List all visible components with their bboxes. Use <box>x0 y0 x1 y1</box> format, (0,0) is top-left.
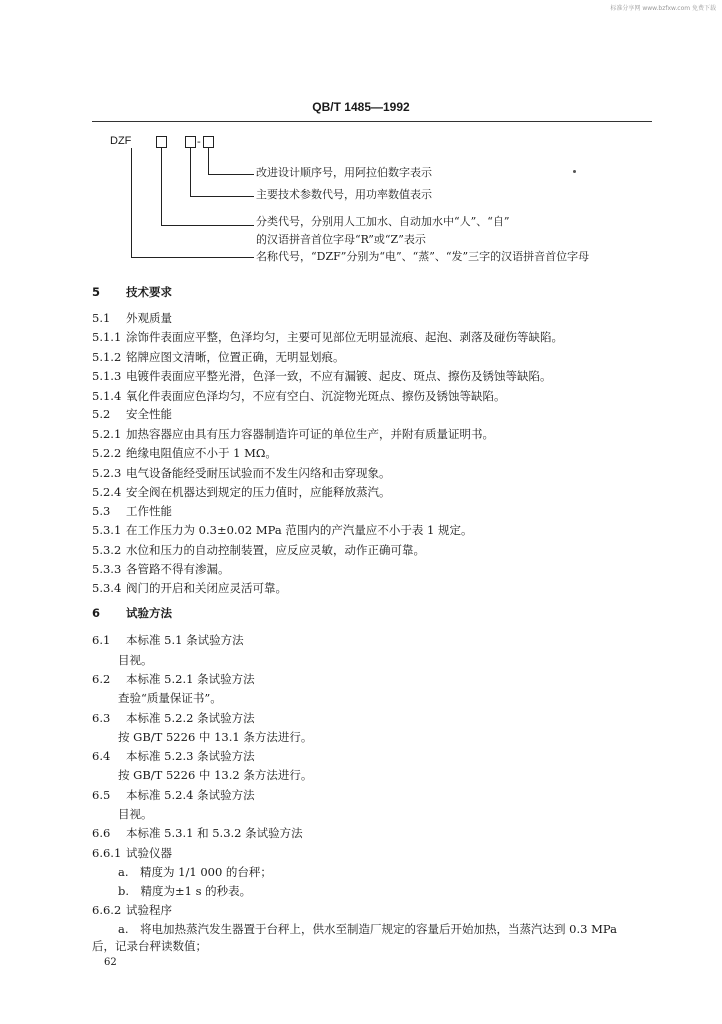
section-text: 试验仪器 <box>126 846 172 860</box>
section-number: 6.6.1 <box>92 846 122 860</box>
section-number: 6.6 <box>92 826 111 840</box>
section-text: 查验“质量保证书”。 <box>118 691 222 705</box>
section-line <box>92 284 172 300</box>
section-text: 本标准 5.2.4 条试验方法 <box>126 788 255 802</box>
section-line <box>92 329 563 345</box>
section-line <box>92 388 506 404</box>
section-line <box>92 484 391 500</box>
section-number: 6.2 <box>92 672 111 686</box>
section-text: 水位和压力的自动控制装置，应反应灵敏，动作正确可靠。 <box>126 543 425 557</box>
section-text: 铭牌应图文清晰，位置正确，无明显划痕。 <box>126 350 345 364</box>
section-number: 5.1.2 <box>92 350 122 364</box>
section-number: 5.2.2 <box>92 446 122 460</box>
connector-line <box>208 148 209 174</box>
section-line <box>92 503 172 519</box>
diagram-label: 改进设计顺序号，用阿拉伯数字表示 <box>256 166 432 179</box>
section-line <box>92 748 255 764</box>
connector-line <box>161 148 162 225</box>
section-number: 5.1.3 <box>92 369 122 383</box>
section-number: 6.4 <box>92 749 111 763</box>
section-text-line <box>92 938 207 954</box>
section-text: a. 精度为 1/1 000 的台秤； <box>118 865 272 879</box>
section-line <box>92 710 255 726</box>
diagram-label: 名称代号，“DZF”分别为“电”、“蒸”、“发”三字的汉语拼音首位字母 <box>256 250 590 263</box>
section-text-line <box>118 690 222 706</box>
section-text: 各管路不得有渗漏。 <box>126 562 230 576</box>
section-text: 试验程序 <box>126 903 172 917</box>
code-prefix: DZF <box>110 135 132 147</box>
section-text: 本标准 5.3.1 和 5.3.2 条试验方法 <box>126 826 303 840</box>
section-number: 6.3 <box>92 711 111 725</box>
section-text: 安全阀在机器达到规定的压力值时，应能释放蒸汽。 <box>126 485 391 499</box>
section-number: 5 <box>92 285 101 299</box>
section-text: b. 精度为±1 s 的秒表。 <box>118 884 252 898</box>
section-line <box>92 671 255 687</box>
section-line <box>92 406 172 422</box>
section-text: 外观质量 <box>126 311 172 325</box>
section-line <box>92 561 230 577</box>
section-text: 后，记录台秤读数值； <box>92 939 207 953</box>
section-line <box>92 542 425 558</box>
section-number: 5.3.1 <box>92 523 122 537</box>
code-box-3 <box>203 136 214 148</box>
section-number: 5.1.4 <box>92 389 122 403</box>
connector-line <box>190 196 254 197</box>
section-number: 5.3.2 <box>92 543 122 557</box>
section-number: 5.1 <box>92 311 111 325</box>
section-text-line <box>118 729 312 745</box>
connector-line <box>190 148 191 196</box>
section-text: 涂饰件表面应平整，色泽均匀，主要可见部位无明显流痕、起泡、剥落及碰伤等缺陷。 <box>126 330 563 344</box>
section-text: 阀门的开启和关闭应灵活可靠。 <box>126 581 287 595</box>
section-line <box>92 349 345 365</box>
section-number: 5.2.1 <box>92 427 122 441</box>
section-line <box>92 522 472 538</box>
section-text: 在工作压力为 0.3±0.02 MPa 范围内的产汽量应不小于表 1 规定。 <box>126 523 473 537</box>
section-line <box>92 605 172 621</box>
section-text-line <box>118 883 251 899</box>
section-line <box>92 825 303 841</box>
section-text: 目视。 <box>118 807 153 821</box>
connector-line <box>208 174 254 175</box>
section-text: 本标准 5.2.3 条试验方法 <box>126 749 255 763</box>
section-text: 试验方法 <box>126 606 172 620</box>
section-number: 6 <box>92 606 101 620</box>
section-number: 5.1.1 <box>92 330 122 344</box>
section-number: 5.2 <box>92 407 111 421</box>
section-number: 6.6.2 <box>92 903 122 917</box>
section-number: 5.3 <box>92 504 111 518</box>
section-text: a. 将电加热蒸汽发生器置于台秤上，供水至制造厂规定的容量后开始加热，当蒸汽达到 0.3 MPa <box>118 922 617 936</box>
section-text: 氧化件表面应色泽均匀，不应有空白、沉淀物光斑点、擦伤及锈蚀等缺陷。 <box>126 389 506 403</box>
code-box-1 <box>156 136 167 148</box>
section-line <box>92 445 277 461</box>
section-line <box>92 310 172 326</box>
section-text: 本标准 5.2.1 条试验方法 <box>126 672 255 686</box>
diagram-label: 的汉语拼音首位字母“R”或“Z”表示 <box>256 233 426 246</box>
section-number: 6.1 <box>92 633 111 647</box>
section-text-line <box>118 864 272 880</box>
section-number: 5.3.3 <box>92 562 122 576</box>
section-line <box>92 580 287 596</box>
watermark: 标准分享网 www.bzfxw.com 免费下载 <box>610 5 716 12</box>
connector-line <box>131 257 254 258</box>
section-text-line <box>118 806 153 822</box>
code-box-2 <box>185 136 196 148</box>
section-line <box>92 787 255 803</box>
section-text: 加热容器应由具有压力容器制造许可证的单位生产，并附有质量证明书。 <box>126 427 494 441</box>
section-text: 工作性能 <box>126 504 172 518</box>
section-text: 电镀件表面应平整光滑，色泽一致，不应有漏镀、起皮、斑点、擦伤及锈蚀等缺陷。 <box>126 369 552 383</box>
section-text: 目视。 <box>118 653 153 667</box>
section-line <box>92 902 172 918</box>
section-text: 绝缘电阻值应不小于 1 MΩ。 <box>126 446 277 460</box>
scan-speck <box>573 170 576 173</box>
section-text: 安全性能 <box>126 407 172 421</box>
section-text-line <box>118 767 312 783</box>
section-text: 本标准 5.1 条试验方法 <box>126 633 244 647</box>
section-text: 按 GB/T 5226 中 13.2 条方法进行。 <box>118 768 313 782</box>
section-text: 本标准 5.2.2 条试验方法 <box>126 711 255 725</box>
section-text: 电气设备能经受耐压试验而不发生闪络和击穿现象。 <box>126 466 391 480</box>
connector-line <box>161 225 254 226</box>
section-text: 技术要求 <box>126 285 172 299</box>
section-number: 5.2.3 <box>92 466 122 480</box>
page-header: QB/T 1485—1992 <box>312 100 410 114</box>
section-line <box>92 368 552 384</box>
section-number: 6.5 <box>92 788 111 802</box>
page-number: 62 <box>104 957 117 968</box>
header-rule <box>92 121 652 122</box>
diagram-label: 主要技术参数代号，用功率数值表示 <box>256 188 432 201</box>
section-text-line <box>118 921 617 937</box>
section-text-line <box>118 652 153 668</box>
section-line <box>92 465 391 481</box>
section-line <box>92 632 244 648</box>
diagram-label: 分类代号，分别用人工加水、自动加水中“人”、“自” <box>256 215 510 228</box>
code-dash: - <box>197 135 201 148</box>
section-number: 5.2.4 <box>92 485 122 499</box>
section-line <box>92 426 494 442</box>
section-number: 5.3.4 <box>92 581 122 595</box>
connector-line <box>131 148 132 257</box>
section-line <box>92 845 172 861</box>
section-text: 按 GB/T 5226 中 13.1 条方法进行。 <box>118 730 313 744</box>
